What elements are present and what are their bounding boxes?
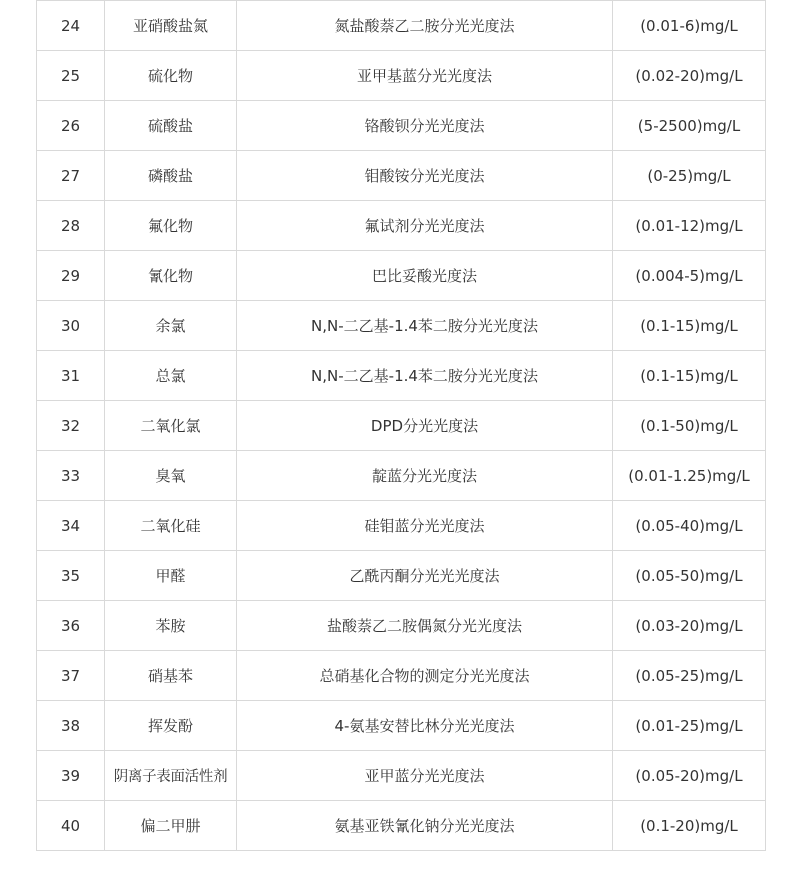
test-method: 氟试剂分光光度法 [237, 201, 613, 251]
row-number: 36 [37, 601, 105, 651]
measuring-range: (0.01-12)mg/L [613, 201, 766, 251]
row-number: 31 [37, 351, 105, 401]
table-row [37, 301, 766, 351]
table-row [37, 501, 766, 551]
test-method: 总硝基化合物的测定分光光度法 [237, 651, 613, 701]
test-method: 亚甲蓝分光光度法 [237, 751, 613, 801]
test-method: 4-氨基安替比林分光光度法 [237, 701, 613, 751]
row-number: 24 [37, 1, 105, 51]
table-row [37, 251, 766, 301]
measuring-range: (0.05-50)mg/L [613, 551, 766, 601]
measuring-range: (0.05-25)mg/L [613, 651, 766, 701]
test-item: 亚硝酸盐氮 [105, 1, 237, 51]
table-row [37, 151, 766, 201]
test-method: 靛蓝分光光度法 [237, 451, 613, 501]
test-item: 臭氧 [105, 451, 237, 501]
measuring-range: (0.02-20)mg/L [613, 51, 766, 101]
row-number: 33 [37, 451, 105, 501]
measuring-range: (0.05-20)mg/L [613, 751, 766, 801]
row-number: 26 [37, 101, 105, 151]
parameter-table [36, 0, 766, 851]
row-number: 28 [37, 201, 105, 251]
measuring-range: (0.01-25)mg/L [613, 701, 766, 751]
measuring-range: (0.1-50)mg/L [613, 401, 766, 451]
test-method: 氨基亚铁氰化钠分光光度法 [237, 801, 613, 851]
table-row [37, 201, 766, 251]
test-item: 氟化物 [105, 201, 237, 251]
measuring-range: (0-25)mg/L [613, 151, 766, 201]
test-item: 挥发酚 [105, 701, 237, 751]
parameter-table-container [36, 0, 765, 851]
measuring-range: (0.01-6)mg/L [613, 1, 766, 51]
row-number: 38 [37, 701, 105, 751]
test-method: DPD分光光度法 [237, 401, 613, 451]
test-item: 阴离子表面活性剂 [105, 751, 237, 801]
test-method: 钼酸铵分光光度法 [237, 151, 613, 201]
row-number: 40 [37, 801, 105, 851]
test-item: 磷酸盐 [105, 151, 237, 201]
row-number: 27 [37, 151, 105, 201]
test-item: 硫化物 [105, 51, 237, 101]
table-row [37, 451, 766, 501]
table-row [37, 651, 766, 701]
row-number: 39 [37, 751, 105, 801]
table-row [37, 1, 766, 51]
row-number: 30 [37, 301, 105, 351]
table-row [37, 751, 766, 801]
measuring-range: (0.05-40)mg/L [613, 501, 766, 551]
measuring-range: (5-2500)mg/L [613, 101, 766, 151]
table-body [37, 1, 766, 851]
test-item: 二氧化氯 [105, 401, 237, 451]
test-method: 巴比妥酸光度法 [237, 251, 613, 301]
table-row [37, 351, 766, 401]
test-method: N,N-二乙基-1.4苯二胺分光光度法 [237, 301, 613, 351]
measuring-range: (0.004-5)mg/L [613, 251, 766, 301]
test-item: 总氯 [105, 351, 237, 401]
measuring-range: (0.1-15)mg/L [613, 351, 766, 401]
test-method: N,N-二乙基-1.4苯二胺分光光度法 [237, 351, 613, 401]
test-item: 苯胺 [105, 601, 237, 651]
test-method: 亚甲基蓝分光光度法 [237, 51, 613, 101]
test-method: 氮盐酸萘乙二胺分光光度法 [237, 1, 613, 51]
row-number: 32 [37, 401, 105, 451]
test-item: 硫酸盐 [105, 101, 237, 151]
test-item: 二氧化硅 [105, 501, 237, 551]
test-item: 氰化物 [105, 251, 237, 301]
measuring-range: (0.03-20)mg/L [613, 601, 766, 651]
test-item: 偏二甲肼 [105, 801, 237, 851]
test-method: 乙酰丙酮分光光光度法 [237, 551, 613, 601]
table-row [37, 701, 766, 751]
test-item: 硝基苯 [105, 651, 237, 701]
test-method: 铬酸钡分光光度法 [237, 101, 613, 151]
table-row [37, 801, 766, 851]
row-number: 29 [37, 251, 105, 301]
table-row [37, 401, 766, 451]
table-row [37, 101, 766, 151]
row-number: 35 [37, 551, 105, 601]
test-item: 余氯 [105, 301, 237, 351]
test-item: 甲醛 [105, 551, 237, 601]
row-number: 37 [37, 651, 105, 701]
test-method: 硅钼蓝分光光度法 [237, 501, 613, 551]
table-row [37, 601, 766, 651]
row-number: 25 [37, 51, 105, 101]
test-method: 盐酸萘乙二胺偶氮分光光度法 [237, 601, 613, 651]
row-number: 34 [37, 501, 105, 551]
measuring-range: (0.1-15)mg/L [613, 301, 766, 351]
table-row [37, 551, 766, 601]
measuring-range: (0.1-20)mg/L [613, 801, 766, 851]
measuring-range: (0.01-1.25)mg/L [613, 451, 766, 501]
table-row [37, 51, 766, 101]
